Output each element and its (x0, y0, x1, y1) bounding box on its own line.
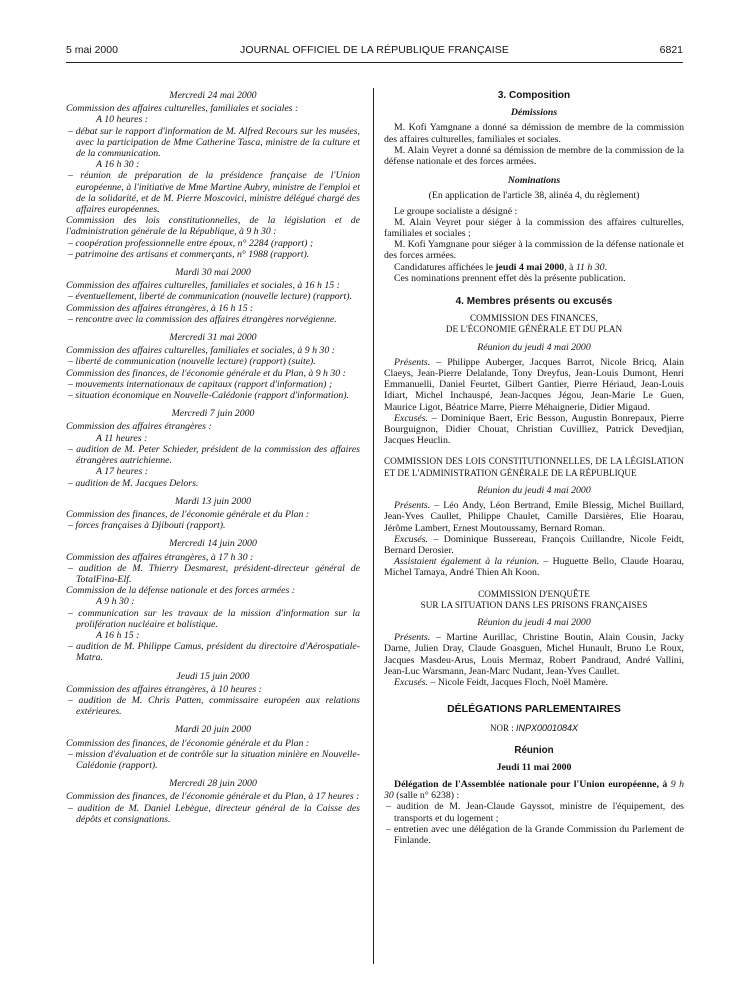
agenda-item: – éventuellement, liberté de communication (nouvelle lecture) (rapport). (68, 291, 352, 303)
agenda-item: – audition de M. Chris Patten, commissaire européen aux relations extérieures. (68, 694, 360, 718)
paragraph: (En application de l'article 38, alinéa 4, du règlement) (428, 190, 640, 202)
day-heading: Jeudi 15 juin 2000 (176, 670, 250, 682)
meeting-date: Réunion du jeudi 4 mai 2000 (477, 484, 591, 496)
attendance-excused (384, 413, 684, 447)
text-run: Candidatures affichées le (394, 261, 496, 273)
commission-line: Commission des finances, de l'économie générale et du Plan : (66, 737, 310, 749)
commission-title: DE L'ÉCONOMIE GÉNÉRALE ET DU PLAN (445, 324, 623, 335)
paragraph (384, 262, 684, 273)
agenda-item: – audition de M. Jacques Delors. (68, 477, 199, 489)
attendance-present (384, 632, 684, 677)
commission-line: Commission de la défense nationale et des forces armées : (66, 585, 296, 597)
agenda-item: – situation économique en Nouvelle-Calédonie (rapport d'information). (68, 390, 349, 402)
commission-title: COMMISSION D'ENQUÊTE (478, 588, 590, 599)
nor-code: INPX0001084X (515, 723, 579, 734)
delegation-line (384, 779, 684, 801)
day-heading: Mercredi 31 mai 2000 (169, 332, 257, 344)
day-heading: Mardi 30 mai 2000 (175, 267, 251, 279)
commission-line: Commission des affaires étrangères, à 16 h 15 : (66, 302, 254, 314)
attendance-excused (384, 534, 684, 556)
day-heading: Mercredi 7 juin 2000 (171, 408, 255, 420)
column-divider (373, 88, 374, 964)
agenda-item: – audition de M. Philippe Camus, président du directoire d'Aérospatiale-Matra. (68, 641, 360, 664)
day-heading: Mardi 13 juin 2000 (174, 495, 252, 507)
paragraph: M. Kofi Yamgnane pour siéger à la commission de la défense nationale et des forces armées. (384, 239, 684, 262)
subsection-title: Démissions (510, 107, 558, 119)
time-line: A 10 heures : (96, 114, 148, 126)
paragraph: M. Kofi Yamgnane a donné sa démission de membre de la commission des affaires culturelles, familiales et sociales. (384, 122, 684, 145)
agenda-item: – liberté de communication (nouvelle lecture) (rapport) (suite). (68, 356, 316, 368)
commission-title: COMMISSION DES LOIS CONSTITUTIONNELLES, DE LA LÉGISLATION ET DE L'ADMINISTRATION GÉNÉRALE DE LA RÉPUBLIQUE (384, 456, 684, 478)
page-number: 6821 (659, 44, 683, 56)
day-heading: Mercredi 14 juin 2000 (169, 538, 257, 550)
label-excuses: Excusés. (394, 676, 429, 688)
agenda-item: – audition de M. Daniel Lebègue, directeur général de la Caisse des dépôts et consignations. (68, 802, 360, 825)
paragraph: Ces nominations prennent effet dès la présente publication. (394, 272, 626, 284)
commission-line: Commission des finances, de l'économie générale et du Plan, à 17 heures : (66, 791, 360, 803)
left-column (66, 90, 360, 825)
commission-line: Commission des lois constitutionnelles, de la législation et de l'administration générale de la République, à 9 h 30 : (66, 215, 360, 238)
meeting-day: Jeudi 11 mai 2000 (496, 761, 572, 773)
names: – Martine Aurillac, Christine Boutin, Alain Cousin, Jacky Darne, Julien Dray, Claude Goasguen, Michel Hunault, Bruno Le Roux, Jacques Masdeu-Arus, Louis Mermaz, Robert Pandraud, André Vallini, Jean-Luc Warsmann, Jean-Marc Nudant, Jean-Yves Caullet. (384, 632, 684, 677)
day-heading: Mercredi 24 mai 2000 (169, 90, 257, 101)
names: – Dominique Baert, Eric Besson, Augustin Bonrepaux, Pierre Bourguignon, Didier Chouat, Christian Cuvilliez, Patrick Devedjian, Jacques Heuclin. (384, 412, 684, 447)
text-run: (salle n° 6238) : (393, 790, 460, 802)
agenda-item: – communication sur les travaux de la mission d'information sur la prolifération nucléaire et balistique. (68, 607, 360, 630)
attendance-present (384, 357, 684, 413)
label-assistaient: Assistaient également à la réunion. (394, 556, 540, 568)
attendance-excused (384, 677, 684, 688)
names: – Nicole Feidt, Jacques Floch, Noël Mamère. (428, 676, 609, 688)
agenda-item: – audition de M. Thierry Desmarest, président-directeur général de TotalFina-Elf. (68, 562, 360, 585)
attendance-also (384, 556, 684, 578)
section-title: 3. Composition (497, 90, 571, 101)
commission-line: Commission des affaires étrangères : (66, 421, 212, 433)
paragraph: M. Alain Veyret a donné sa démission de membre de la commission de la défense nationale et des forces armées. (384, 144, 684, 168)
text-run: 11 h 30 (575, 261, 605, 273)
attendance-present (384, 500, 684, 534)
names: – Philippe Auberger, Jacques Barrot, Nicole Bricq, Alain Claeys, Jean-Pierre Delalande, Tony Dreyfus, Jean-Louis Dumont, Henri Emmanuelli, Daniel Feurtet, Gilbert Gantier, Pierre Hériaud, Jean-Louis Idiart, Michel Inchauspé, Jean-Jacques Jégou, Jean-Marie Le Guen, Maurice Ligot, Béatrice Marre, Pierre Méhaignerie, Didier Migaud. (384, 356, 684, 413)
agenda-item: – coopération professionnelle entre époux, n° 2284 (rapport) ; (68, 237, 314, 249)
meeting-date: Réunion du jeudi 4 mai 2000 (477, 616, 591, 628)
text-run: 9 h 30 (384, 778, 684, 802)
meeting-date: Réunion du jeudi 4 mai 2000 (477, 341, 591, 353)
agenda-item: – audition de M. Peter Schieder, président de la commission des affaires étrangères autrichienne. (68, 443, 360, 467)
time-line: A 16 h 30 : (96, 159, 140, 171)
commission-title: SUR LA SITUATION DANS LES PRISONS FRANÇAISES (420, 599, 648, 610)
section-title: 4. Membres présents ou excusés (455, 296, 613, 308)
commission-line: Commission des finances, de l'économie générale et du Plan, à 9 h 30 : (66, 367, 346, 379)
commission-line: Commission des affaires culturelles, familiales et sociales, à 9 h 30 : (66, 345, 335, 357)
agenda-item: – patrimoine des artisans et commerçants, n° 1988 (rapport). (68, 248, 310, 260)
time-line: A 9 h 30 : (96, 596, 135, 608)
label-excuses: Excusés. (394, 412, 429, 424)
agenda-item: – forces françaises à Djibouti (rapport). (68, 520, 226, 532)
journal-title: JOURNAL OFFICIEL DE LA RÉPUBLIQUE FRANÇAISE (240, 44, 509, 56)
text-run: . (604, 261, 607, 273)
text-run: Délégation de l'Assemblée nationale pour l'Union européenne, à (394, 778, 671, 790)
agenda-item: – entretien avec une délégation de la Grande Commission du Parlement de Finlande. (386, 823, 684, 846)
time-line: A 11 heures : (96, 432, 148, 444)
agenda-item: – mission d'évaluation et de contrôle sur la situation minière en Nouvelle-Calédonie (rapport). (68, 748, 360, 771)
text-run: jeudi 4 mai 2000 (495, 261, 565, 273)
agenda-item: – rencontre avec la commission des affaires étrangères norvégienne. (68, 313, 337, 325)
agenda-item: – réunion de préparation de la présidence française de l'Union européenne, à l'initiative de Mme Martine Aubry, ministre de l'emploi et de la solidarité, et de M. Pierre Moscovici, ministre délégué chargé des affaires européennes. (68, 170, 360, 216)
text-run: , à (564, 261, 576, 273)
names: – Dominique Bussereau, François Cuillandre, Nicole Feidt, Bernard Derosier. (384, 533, 684, 556)
subsection-title: Nominations (507, 175, 561, 187)
label-presents: Présents. (394, 500, 431, 512)
time-line: A 17 heures : (96, 466, 148, 478)
delegations-heading: DÉLÉGATIONS PARLEMENTAIRES (447, 703, 621, 716)
right-column (384, 90, 684, 846)
label-presents: Présents. (394, 356, 431, 368)
label-excuses: Excusés. (394, 533, 429, 545)
nor-reference (384, 723, 684, 734)
reunion-heading: Réunion (514, 744, 554, 756)
paragraph: M. Alain Veyret pour siéger à la commission des affaires culturelles, familiales et sociales ; (384, 216, 684, 240)
agenda-item: – mouvements internationaux de capitaux (rapport d'information) ; (68, 378, 333, 390)
names: – Huguette Bello, Claude Hoarau, Michel Tamaya, André Thien Ah Koon. (384, 556, 684, 579)
day-heading: Mardi 20 juin 2000 (174, 724, 252, 736)
commission-line: Commission des affaires culturelles, familiales et sociales : (66, 103, 299, 115)
label-presents: Présents. (394, 632, 431, 644)
commission-title: COMMISSION DES FINANCES, (470, 313, 598, 324)
header-rule (66, 62, 683, 63)
commission-line: Commission des affaires culturelles, familiales et sociales, à 16 h 15 : (66, 280, 340, 292)
page-header (66, 44, 683, 60)
agenda-item: – débat sur le rapport d'information de M. Alfred Recours sur les musées, avec la participation de Mme Catherine Tasca, ministre de la culture et de la communication. (68, 125, 360, 160)
nor-label: NOR : (489, 723, 516, 734)
paragraph: Le groupe socialiste a désigné : (394, 205, 518, 217)
day-heading: Mercredi 28 juin 2000 (169, 778, 257, 790)
time-line: A 16 h 15 : (96, 629, 140, 641)
names: – Léo Andy, Léon Bertrand, Emile Blessig, Michel Buillard, Jean-Yves Caullet, Philippe Chaulet, Camille Darsières, Elie Hoarau, Jérôme Lambert, Ernest Moutoussamy, Bernard Roman. (384, 500, 684, 534)
agenda-item: – audition de M. Jean-Claude Gayssot, ministre de l'équipement, des transports et du logement ; (386, 801, 684, 824)
header-date: 5 mai 2000 (66, 44, 118, 56)
commission-line: Commission des affaires étrangères, à 10 heures : (66, 683, 262, 695)
commission-line: Commission des affaires étrangères, à 17 h 30 : (66, 551, 254, 563)
commission-line: Commission des finances, de l'économie générale et du Plan : (66, 508, 310, 520)
